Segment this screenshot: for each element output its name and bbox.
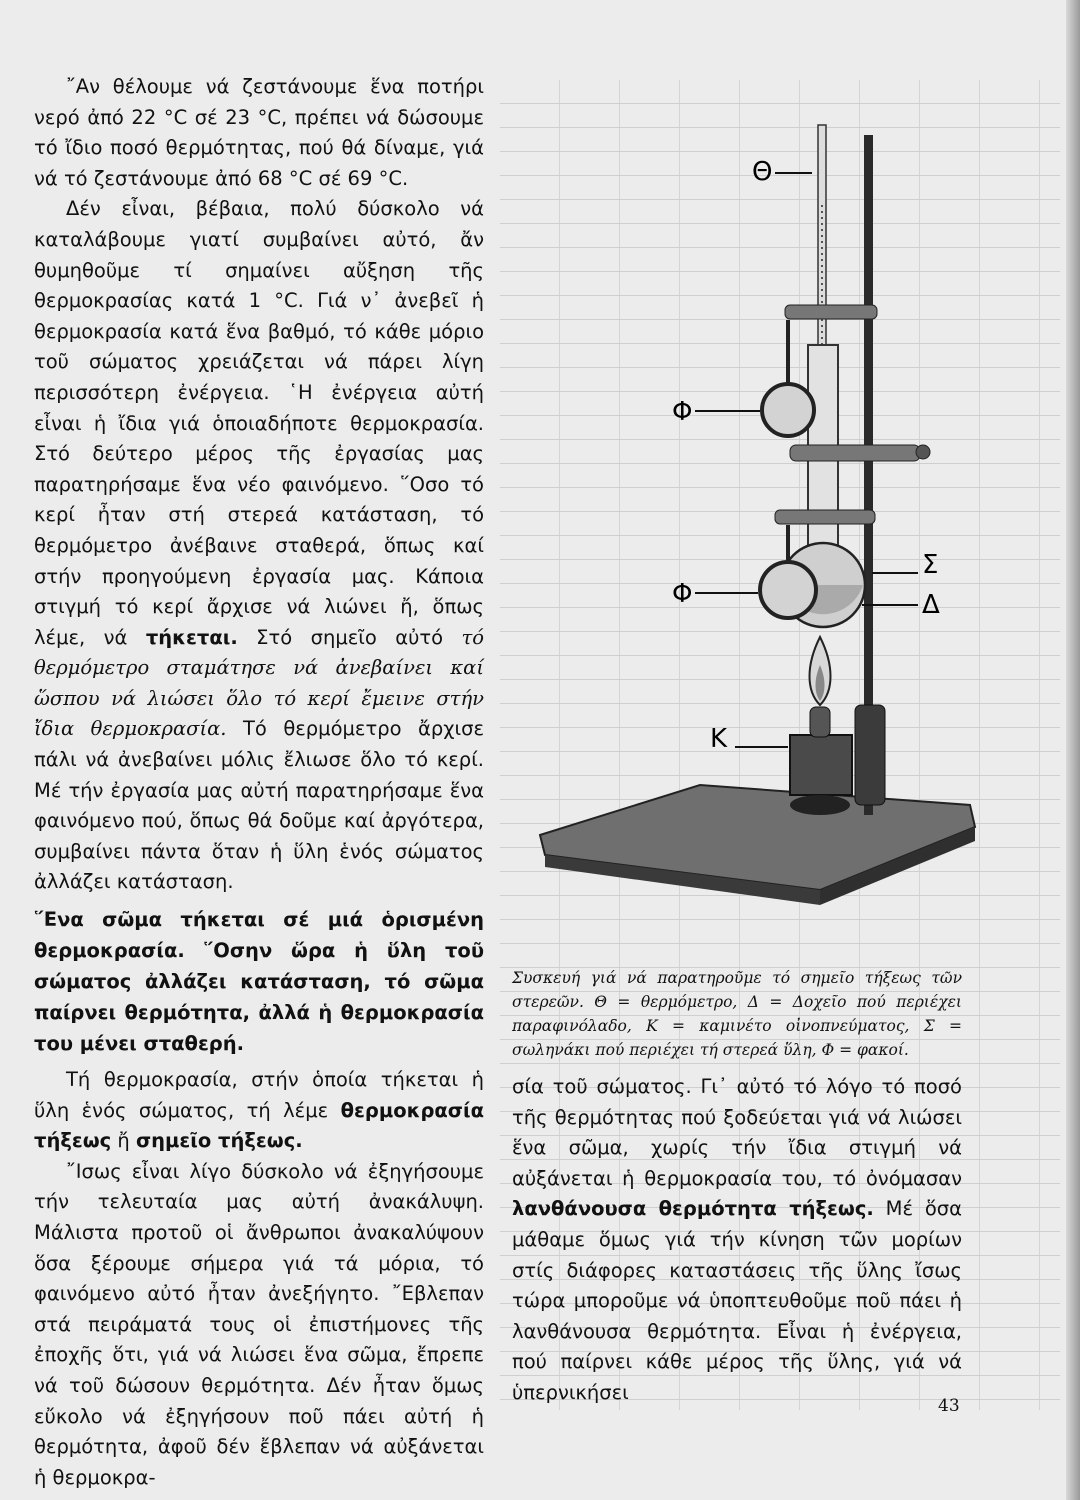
term-latent-heat: λανθάνουσα θερμότητα τήξεως.: [512, 1197, 874, 1221]
label-phi-top: Φ: [672, 397, 693, 427]
paragraph-2-mid: Στό σημεῖο αὐτό: [256, 625, 444, 649]
paragraph-2-italic: τό θερμόμετρο σταμάτησε νά ἀνεβαίνει καί ὥσπου νά λιώσει ὅλο τό κερί ἔμεινε στήν ἴδια θερμοκρασία.: [34, 625, 484, 741]
paragraph-2-end: Τό θερμόμετρο ἄρχισε πάλι νά ἀνεβαίνει μόλις ἔλιωσε ὅλο τό κερί. Μέ τήν ἐργασία μας αὐτή παρατηρήσαμε ἕνα φαινόμενο πού, ὅπως θά δοῦμε καί ἀργότερα, συμβαίνει πάντα ὅταν ἡ ὕλη ἑνός σώματος ἀλλάζει κατάσταση.: [34, 717, 484, 894]
alcohol-burner: [790, 637, 852, 815]
paragraph-1: ῎Αν θέλουμε νά ζεστάνουμε ἕνα ποτήρι νερό ἀπό 22 °C σέ 23 °C, πρέπει νά δώσουμε τό ἴδιο ποσό θερμότητας, πού θά δίναμε, γιά νά τό ζεστάνουμε ἀπό 68 °C σέ 69 °C.: [34, 75, 484, 190]
term-tiketai: τήκεται.: [145, 625, 238, 649]
label-phi-bottom: Φ: [672, 579, 693, 609]
lower-clamp: [775, 510, 875, 524]
paragraph-3-text: Τή θερμοκρασία, στήν ὁποία τήκεται ἡ ὕλη ἑνός σώματος, τή λέμε: [34, 1068, 484, 1122]
melting-point-apparatus-figure: [520, 115, 990, 945]
right-paragraph-end: Μέ ὅσα μάθαμε ὅμως γιά τήν κίνηση τῶν μορίων στίς διάφορες καταστάσεις τῆς ὕλης ἴσως τώρα μποροῦμε νά ὑποπτευθοῦμε ποῦ πάει ἡ λανθάνουσα θερμότητα. Εἶναι ἡ ἐνέργεια, πού παίρνει κάθε μέρος τῆς ὕλης, γιά νά ὑπερνικήσει: [512, 1197, 962, 1404]
term-melting-point: σημεῖο τήξεως.: [135, 1129, 303, 1153]
upper-clamp: [785, 305, 877, 319]
binding-shadow: [1066, 0, 1080, 1500]
middle-clamp: [790, 445, 920, 461]
label-kappa: Κ: [710, 724, 728, 754]
paragraph-3-or: ἤ: [117, 1129, 130, 1153]
paragraph-4: ῎Ισως εἶναι λίγο δύσκολο νά ἐξηγήσουμε τήν τελευταία μας αὐτή ἀνακάλυψη. Μάλιστα προτοῦ οἱ ἄνθρωποι ἀνακαλύψουν ὅσα ξέρουμε σήμερα γιά τά μόρια, τό φαινόμενο αὐτό ἦταν ἀνεξήγητο. ῎Εβλεπαν στά πειράματά τους οἱ ἐπιστήμονες τῆς ἐποχῆς ὅτι, γιά νά λιώσει ἕνα σῶμα, ἔπρεπε νά τοῦ δώσουν θερμότητα. Δέν ἦταν ὅμως εὔκολο νά ἐξηγήσουν ποῦ πάει αὐτή ἡ θερμότητα, ἀφοῦ δέν ἔβλεπαν νά αὐξάνεται ἡ θερμοκρα-: [34, 1159, 484, 1489]
label-theta: Θ: [752, 157, 773, 187]
label-delta: Δ: [922, 590, 940, 620]
paragraph-2-text: Δέν εἶναι, βέβαια, πολύ δύσκολο νά καταλάβουμε γιατί συμβαίνει αὐτό, ἄν θυμηθοῦμε τί σημαίνει αὔξηση τῆς θερμοκρασίας κατά 1 °C. Γιά ν᾽ ἀνεβεῖ ἡ θερμοκρασία κατά ἕνα βαθμό, τό κάθε μόριο τοῦ σώματος χρειάζεται νά πάρει λίγη περισσότερη ἐνέργεια. ῾Η ἐνέργεια αὐτή εἶναι ἡ ἴδια γιά ὁποιαδήποτε θερμοκρασία. Στό δεύτερο μέρος τῆς ἐργασίας μας παρατηρήσαμε ἕνα νέο φαινόμενο. ῞Οσο τό κερί ἦταν στή στερεά κατάσταση, τό θερμόμετρο ἀνέβαινε σταθερά, ὅπως καί στήν προηγούμενη ἐργασία μας. Κάποια στιγμή τό κερί ἄρχισε νά λιώνει ἤ, ὅπως λέμε, νά: [34, 197, 484, 649]
term-melting-temperature: θερμοκρασία τήξεως: [34, 1098, 484, 1153]
rule-statement: ῞Ενα σῶμα τήκεται σέ μιά ὁρισμένη θερμοκρασία. ῞Οσην ὥρα ἡ ὕλη τοῦ σώματος ἀλλάζει κατάσταση, τό σῶμα παίρνει θερμότητα, ἀλλά ἡ θερμοκρασία του μένει σταθερή.: [34, 908, 484, 1056]
right-column: [512, 1072, 962, 1409]
right-paragraph: [512, 1072, 962, 1409]
left-column: [34, 72, 484, 1493]
page-number: 43: [938, 1396, 960, 1416]
label-sigma: Σ: [922, 550, 939, 580]
paragraph-2: [34, 194, 484, 898]
right-paragraph-start: σία τοῦ σώματος. Γι᾽ αὐτό τό λόγο τό ποσό τῆς θερμότητας πού ξοδεύεται γιά νά λιώσει ἕνα σῶμα, χωρίς τήν ἴδια στιγμή νά αὐξάνεται ἡ θερμοκρασία του, τό ὀνόμασαν: [512, 1075, 962, 1190]
figure-caption: Συσκευή γιά νά παρατηροῦμε τό σημεῖο τήξεως τῶν στερεῶν. Θ = θερμόμετρο, Δ = Δοχεῖο πού περιέχει παραφινόλαδο, Κ = καμινέτο οἰνοπνεύματος, Σ = σωληνάκι πού περιέχει τή στερεά ὕλη, Φ = φακοί.: [512, 968, 962, 1059]
lens-upper: [762, 320, 814, 436]
paragraph-3: [34, 1065, 484, 1157]
